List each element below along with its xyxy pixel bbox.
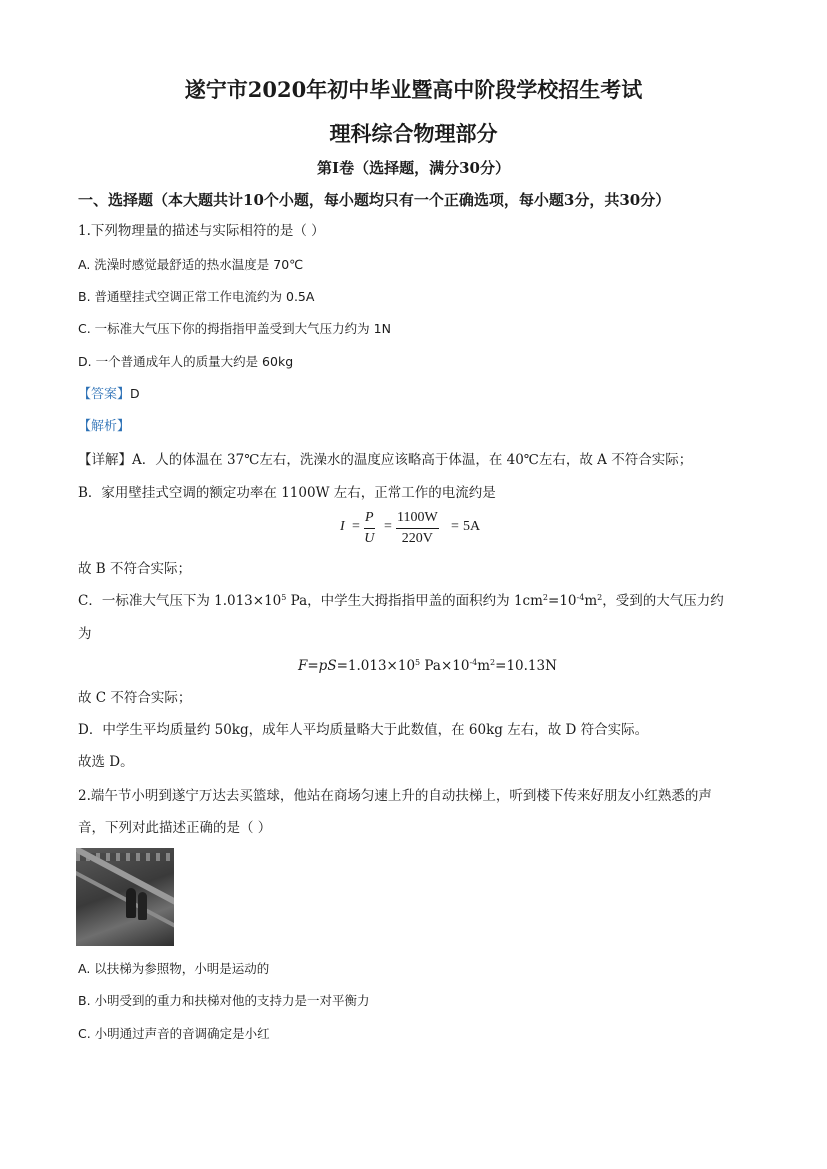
photo-rail	[76, 870, 174, 939]
answer-value: D	[130, 386, 140, 401]
exponent: 5	[281, 593, 287, 602]
formula-part: Pa×10	[420, 658, 470, 674]
formula-eq2: =	[384, 519, 392, 534]
exponent: 2	[542, 593, 549, 602]
part-heading: 第I卷（选择题，满分30分）	[317, 159, 510, 177]
detail-c-part: Pa，中学生大拇指指甲盖的面积约为 1cm	[286, 593, 543, 609]
detail-b: B．家用壁挂式空调的额定功率在 1100W 左右，正常工作的电流约是	[78, 485, 496, 501]
exponent: 2	[597, 593, 603, 602]
section-heading: 一、选择题（本大题共计10个小题，每小题均只有一个正确选项，每小题3分，共30分）	[78, 191, 671, 209]
detail-c-wrap: 为	[78, 626, 92, 642]
formula-part: =1.013×10	[336, 658, 416, 674]
q2-stem-line2: 音，下列对此描述正确的是（ ）	[78, 820, 272, 836]
detail-b-conclusion: 故 B 不符合实际；	[78, 561, 192, 577]
q2-option-c: C. 小明通过声音的音调确定是小红	[78, 1026, 270, 1041]
q2-option-b: B. 小明受到的重力和扶梯对他的支持力是一对平衡力	[78, 993, 370, 1008]
formula-part: F=pS	[298, 658, 337, 674]
q1-option-c: C. 一标准大气压下你的拇指指甲盖受到大气压力约为 1N	[78, 321, 391, 336]
detail-c-part: =10	[548, 593, 577, 609]
q1-stem: 1.下列物理量的描述与实际相符的是（ ）	[78, 223, 325, 239]
answer-line	[78, 385, 140, 404]
formula-fraction-values	[396, 508, 439, 549]
formula-part: =10.13N	[495, 658, 557, 674]
exponent: -4	[469, 658, 478, 667]
photo-person	[126, 888, 136, 918]
analysis-tag: 【解析】	[78, 419, 131, 434]
detail-c-part: m	[584, 593, 598, 609]
exponent: 5	[415, 658, 421, 667]
formula-power: 1100W	[396, 508, 439, 529]
formula-u: U	[364, 531, 375, 546]
q1-option-b: B. 普通壁挂式空调正常工作电流约为 0.5A	[78, 289, 315, 304]
detail-c-conclusion: 故 C 不符合实际；	[78, 690, 192, 706]
q1-option-d: D. 一个普通成年人的质量大约是 60kg	[78, 354, 294, 369]
formula-voltage: 220V	[401, 531, 433, 546]
formula-fraction-pu	[364, 508, 375, 549]
formula-lhs: I	[340, 519, 345, 534]
formula-eq1: =	[352, 519, 360, 534]
detail-a: 【详解】A．人的体温在 37℃左右，洗澡水的温度应该略高于体温，在 40℃左右，故 A 不符合实际；	[78, 452, 693, 468]
detail-c-part: C．一标准大气压下为 1.013×10	[78, 593, 282, 609]
escalator-photo	[76, 848, 174, 946]
q2-option-a: A. 以扶梯为参照物，小明是运动的	[78, 961, 270, 976]
formula-eq3: =	[451, 519, 459, 534]
detail-c	[78, 592, 724, 610]
detail-c-part: ，受到的大气压力约	[602, 593, 724, 609]
exponent: 2	[490, 658, 496, 667]
q1-option-a: A. 洗澡时感觉最舒适的热水温度是 70℃	[78, 257, 304, 272]
formula-part: m	[477, 658, 491, 674]
exam-subtitle: 理科综合物理部分	[329, 121, 498, 146]
formula-p: P	[364, 508, 375, 529]
final-choice: 故选 D。	[78, 754, 134, 770]
answer-tag: 【答案】	[78, 387, 131, 402]
pressure-formula	[298, 657, 557, 675]
exam-title: 遂宁市2020年初中毕业暨高中阶段学校招生考试	[184, 77, 643, 102]
exponent: -4	[576, 593, 585, 602]
formula-result: 5A	[463, 519, 481, 534]
detail-d: D．中学生平均质量约 50kg，成年人平均质量略大于此数值，在 60kg 左右，故 D 符合实际。	[78, 722, 649, 738]
photo-person	[138, 892, 147, 920]
q2-stem-line1: 2.端午节小明到遂宁万达去买篮球，他站在商场匀速上升的自动扶梯上，听到楼下传来好朋友小红熟悉的声	[78, 788, 712, 804]
